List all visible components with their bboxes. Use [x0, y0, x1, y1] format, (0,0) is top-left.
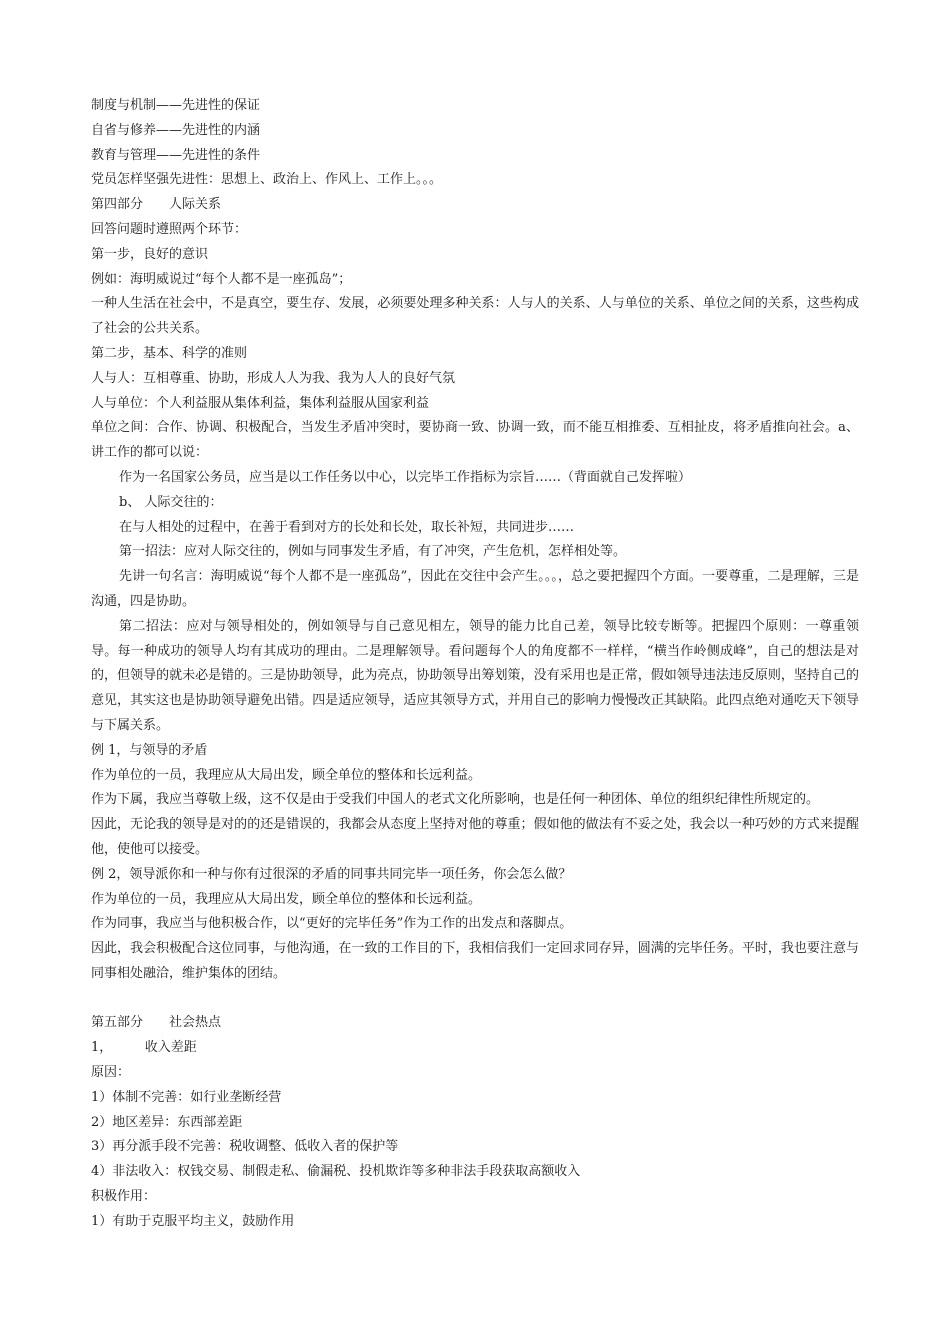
list-item-cause-3: 3）再分派手段不完善：税收调整、低收入者的保护等 [91, 1139, 399, 1155]
list-item-effect-1: 1）有助于克服平均主义，鼓励作用 [91, 1213, 295, 1229]
line-civil-servant: 作为一名国家公务员，应当是以工作任务以中心，以完毕工作指标为宗旨……（背面就自己发挥啦） [119, 469, 692, 485]
list-item-cause-4: 4）非法收入：权钱交易、制假走私、偷漏税、投机欺诈等多种非法手段获取高额收入 [91, 1164, 581, 1180]
list-item-cause-2: 2）地区差异：东西部差距 [91, 1114, 243, 1130]
line-causes: 原因： [91, 1065, 131, 1081]
line-person-to-unit: 人与单位：个人利益服从集体利益，集体利益服从国家利益 [91, 395, 430, 411]
paragraph-between-units: 单位之间：合作、协调、积极配合，当发生矛盾冲突时，要协商一致、协调一致，而不能互相推委、互相扯皮，将矛盾推向社会。a、 讲工作的都可以说： [91, 420, 859, 461]
paragraph-second-method: 第二招法：应对与领导相处的，例如领导与自己意见相左，领导的能力比自己差，领导比较专断等。把握四个原则：一尊重领导。每一种成功的领导人均有其成功的理由。二是理解领导。看问题每个人的角度都不一样样，“横当作岭侧成峰”，自己的想法是对的，但领导的就未必是错的。三是协助领导，此为亮点，协助领导出筹划策，没有采用也是正常，假如领导违法违反原则，坚持自己的意见，其实这也是协助领导避免出错。四是适应领导，适应其领导方式，并用自己的影响力慢慢改正其缺陷。此四点绝对通吃天下领导与下属关系。 [91, 618, 859, 733]
line-self-reflection: 自省与修养——先进性的内涵 [91, 122, 261, 138]
line-interpersonal-b: b、 人际交往的： [119, 494, 223, 510]
paragraph-example-two-conclusion: 因此，我会积极配合这位同事，与他沟通，在一致的工作目的下，我相信我们一定回求同存异，圆满的完毕任务。平时，我也要注意与同事相处融洽，维护集体的团结。 [91, 941, 859, 981]
line-getting-along: 在与人相处的过程中，在善于看到对方的长处和长处，取长补短，共同进步…… [119, 519, 575, 535]
line-example-one-unit-member: 作为单位的一员，我理应从大局出发，顾全单位的整体和长远利益。 [91, 767, 482, 783]
line-example-one: 例 1，与领导的矛盾 [91, 742, 208, 758]
line-example-two-colleague: 作为同事，我应当与他积极合作，以“更好的完毕任务”作为工作的出发点和落脚点。 [91, 916, 573, 932]
line-party-member-advancement: 党员怎样坚强先进性：思想上、政治上、作风上、工作上。。。 [91, 172, 443, 188]
line-two-steps: 回答问题时遵照两个环节： [91, 221, 248, 237]
section-heading-part-five: 第五部分 社会热点 [91, 1015, 222, 1031]
blank-line [91, 987, 859, 1012]
line-positive-effects: 积极作用： [91, 1189, 157, 1205]
line-income-gap: 1， 收入差距 [91, 1040, 197, 1056]
line-example-two-unit-member: 作为单位的一员，我理应从大局出发，顾全单位的整体和长远利益。 [91, 891, 482, 907]
line-hemingway-quote: 例如：海明威说过“每个人都不是一座孤岛”； [91, 271, 352, 287]
section-heading-part-four: 第四部分 人际关系 [91, 197, 222, 213]
paragraph-example-one-conclusion: 因此，无论我的领导是对的的还是错误的，我都会从态度上坚持对他的尊重；假如他的做法有不妥之处，我会以一种巧妙的方式来提醒他，使他可以接受。 [91, 817, 859, 857]
paragraph-famous-quote: 先讲一句名言：海明威说“每个人都不是一座孤岛”，因此在交往中会产生。。。，总之要把握四个方面。一要尊重，二是理解，三是沟通，四是协助。 [91, 569, 859, 609]
line-step-two: 第二步，基本、科学的准则 [91, 345, 248, 361]
line-first-method: 第一招法：应对人际交往的，例如与同事发生矛盾，有了冲突，产生危机，怎样相处等。 [119, 544, 627, 560]
list-item-cause-1: 1）体制不完善：如行业垄断经营 [91, 1089, 282, 1105]
paragraph-example-one-subordinate: 作为下属，我应当尊敬上级，这不仅是由于受我们中国人的老式文化所影响，也是任何一种团体、单位的组织纪律性所规定的。 [91, 792, 820, 808]
line-person-to-person: 人与人：互相尊重、协助，形成人人为我、我为人人的良好气氛 [91, 370, 456, 386]
line-example-two: 例 2，领导派你和一种与你有过很深的矛盾的同事共同完毕一项任务，你会怎么做？ [91, 866, 572, 882]
paragraph-social-relations: 一种人生活在社会中，不是真空，要生存、发展，必须要处理多种关系：人与人的关系、人与单位的关系、单位之间的关系，这些构成了社会的公共关系。 [91, 296, 859, 337]
line-system-mechanism: 制度与机制——先进性的保证 [91, 98, 261, 113]
line-step-one: 第一步，良好的意识 [91, 246, 209, 262]
document-body [91, 94, 859, 1235]
line-education-management: 教育与管理——先进性的条件 [91, 147, 261, 163]
